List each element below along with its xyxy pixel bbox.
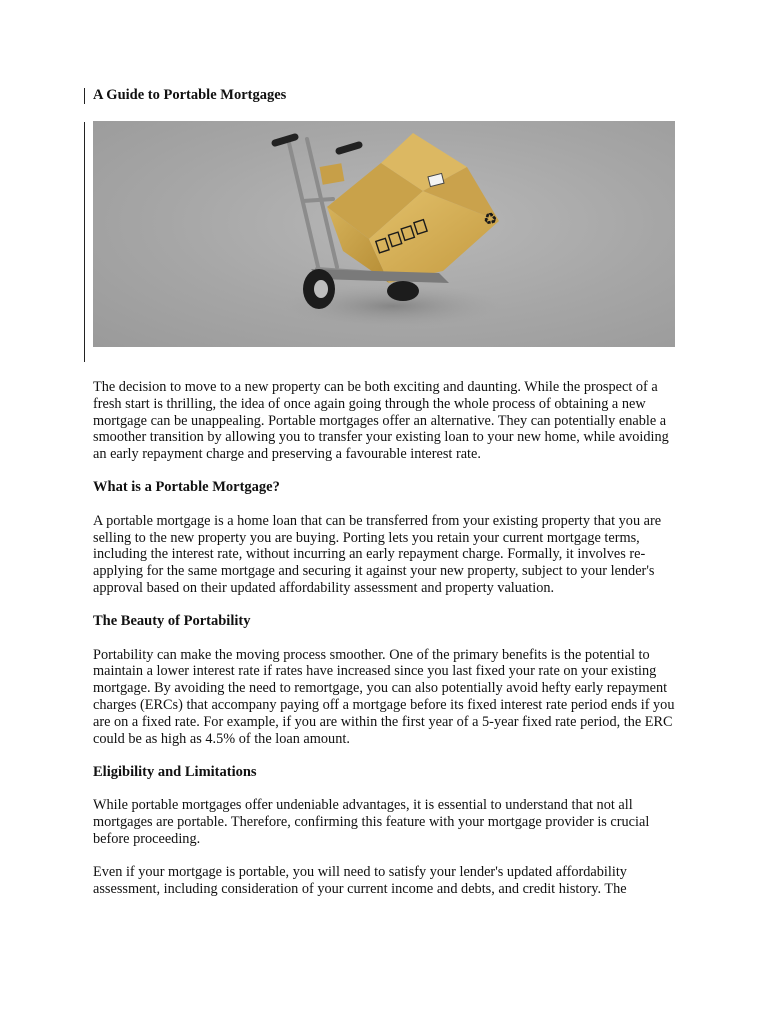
document-title: A Guide to Portable Mortgages (93, 87, 287, 103)
change-bar (84, 122, 85, 362)
article-body (93, 379, 677, 914)
section-heading-beauty-of-portability: The Beauty of Portability (93, 613, 251, 630)
paragraph-beauty-of-portability: Portability can make the moving process smoother. One of the primary benefits is the potential to maintain a lower interest rate if rates have increased since you last fixed your rate on your existing mortgage. By avoiding the need to remortgage, you can also potentially avoid hefty early repayment charges (ERCs) that accompany paying off a mortgage before its fixed interest rate period ends if you are on a fixed rate. For example, if you are within the first year of a 5-year fixed rate period, the ERC could be as high as 4.5% of the loan amount. (93, 646, 675, 747)
paragraph-eligibility-1: While portable mortgages offer undeniable advantages, it is essential to understand that not all mortgages are portable. Therefore, confirming this feature with your mortgage provider is crucial before proceeding. (93, 797, 650, 847)
svg-text:♻: ♻ (481, 208, 500, 230)
section-heading-portable-mortgage: What is a Portable Mortgage? (93, 479, 280, 496)
paragraph-eligibility-2: Even if your mortgage is portable, you will need to satisfy your lender's updated affordability assessment, including consideration of your current income and debts, and credit history. The (93, 864, 627, 897)
intro-paragraph: The decision to move to a new property can be both exciting and daunting. While the prospect of a fresh start is thrilling, the idea of once again going through the whole process of obtaining a new mortgage can be unappealing. Portable mortgages offer an alternative. They can potentially enable a smoother transition by allowing you to transfer your existing loan to your new home, while avoiding an early repayment charge and preserving a favourable interest rate. (93, 379, 669, 463)
section-heading-eligibility: Eligibility and Limitations (93, 763, 257, 780)
house-on-hand-truck-illustration (93, 121, 675, 347)
hero-image (93, 121, 675, 347)
paragraph-portable-mortgage: A portable mortgage is a home loan that can be transferred from your existing property that you are selling to the new property you are buying. Porting lets you retain your current mortgage terms, including the interest rate, without incurring an early repayment charge. Formally, it involves re-applying for the same mortgage and securing it against your new property, subject to your lender's approval based on their updated affordability assessment and property valuation. (93, 512, 662, 596)
change-bar (84, 88, 85, 104)
